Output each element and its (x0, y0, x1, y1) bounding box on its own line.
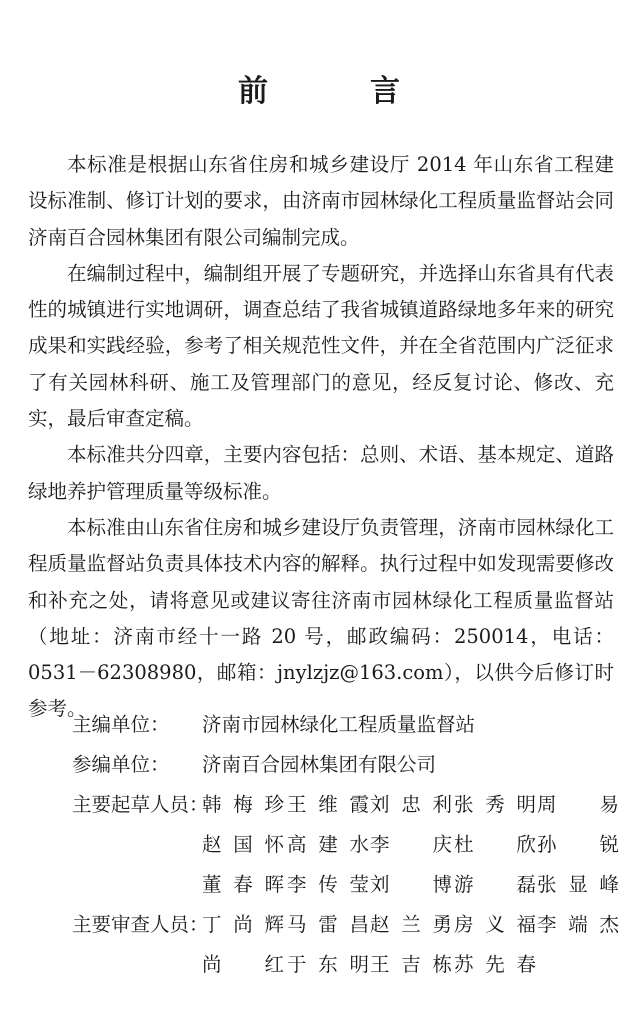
drafter-name: 周 易 (537, 793, 619, 816)
reviewer-name: 王吉栋 (370, 953, 452, 976)
reviewer-name: 尚 红 (202, 953, 284, 976)
reviewer-name: 丁尚辉 (202, 913, 284, 936)
credits-block (72, 705, 632, 985)
participating-unit-row (72, 745, 632, 785)
reviewers-row-1 (72, 905, 632, 945)
reviewers-row-2 (72, 945, 632, 985)
drafter-name: 张秀明 (454, 793, 536, 816)
paragraph-1: 本标准是根据山东省住房和城乡建设厅 2014 年山东省工程建设标准制、修订计划的要求，由济南市园林绿化工程质量监督站会同济南百合园林集团有限公司编制完成。 (28, 153, 614, 249)
reviewer-name: 马雷昌 (287, 913, 369, 936)
drafters-row-3 (72, 865, 632, 905)
chief-unit-label: 主编单位： (72, 713, 170, 736)
page-title: 前 言 (238, 74, 436, 109)
paragraph-2: 在编制过程中，编制组开展了专题研究，并选择山东省具有代表性的城镇进行实地调研，调查总结了我省城镇道路绿地多年来的研究成果和实践经验，参考了相关规范性文件，并在全省范围内广泛征求了有关园林科研、施工及管理部门的意见，经反复讨论、修改、充实，最后审查定稿。 (28, 261, 614, 431)
drafter-name: 张显峰 (537, 873, 619, 896)
drafter-name: 杜 欣 (454, 833, 536, 856)
drafters-label: 主要起草人员： (72, 793, 209, 816)
drafter-name: 韩梅珍 (202, 793, 284, 816)
drafter-name: 游 磊 (454, 873, 536, 896)
drafter-name: 孙 锐 (537, 833, 619, 856)
participating-unit-value: 济南百合园林集团有限公司 (202, 753, 437, 776)
reviewer-name: 赵兰勇 (370, 913, 452, 936)
drafter-name: 王维霞 (287, 793, 369, 816)
reviewer-name: 房义福 (454, 913, 536, 936)
drafter-name: 李 庆 (370, 833, 452, 856)
reviewer-name: 苏先春 (454, 953, 536, 976)
drafter-name: 刘忠利 (370, 793, 452, 816)
drafter-name: 刘 博 (370, 873, 452, 896)
reviewer-name: 李端杰 (537, 913, 619, 936)
drafter-name: 李传莹 (287, 873, 369, 896)
drafter-name: 高建水 (287, 833, 369, 856)
reviewers-label: 主要审查人员： (72, 913, 209, 936)
preface-body (28, 147, 614, 728)
chief-unit-row (72, 705, 632, 745)
participating-unit-label: 参编单位： (72, 753, 170, 776)
drafters-row-2 (72, 825, 632, 865)
paragraph-3: 本标准共分四章，主要内容包括：总则、术语、基本规定、道路绿地养护管理质量等级标准。 (28, 443, 614, 503)
reviewer-name: 于东明 (287, 953, 369, 976)
paragraph-4: 本标准由山东省住房和城乡建设厅负责管理，济南市园林绿化工程质量监督站负责具体技术内容的解释。执行过程中如发现需要修改和补充之处，请将意见或建议寄往济南市园林绿化工程质量监督站（地址：济南市经十一路 20 号，邮政编码：250014，电话：0531－62308980，邮箱：jnylzjz@163.com），以供今后修订时参考。 (28, 515, 614, 721)
drafter-name: 董春晖 (202, 873, 284, 896)
drafter-name: 赵国怀 (202, 833, 284, 856)
drafters-row-1 (72, 785, 632, 825)
chief-unit-value: 济南市园林绿化工程质量监督站 (202, 713, 476, 736)
